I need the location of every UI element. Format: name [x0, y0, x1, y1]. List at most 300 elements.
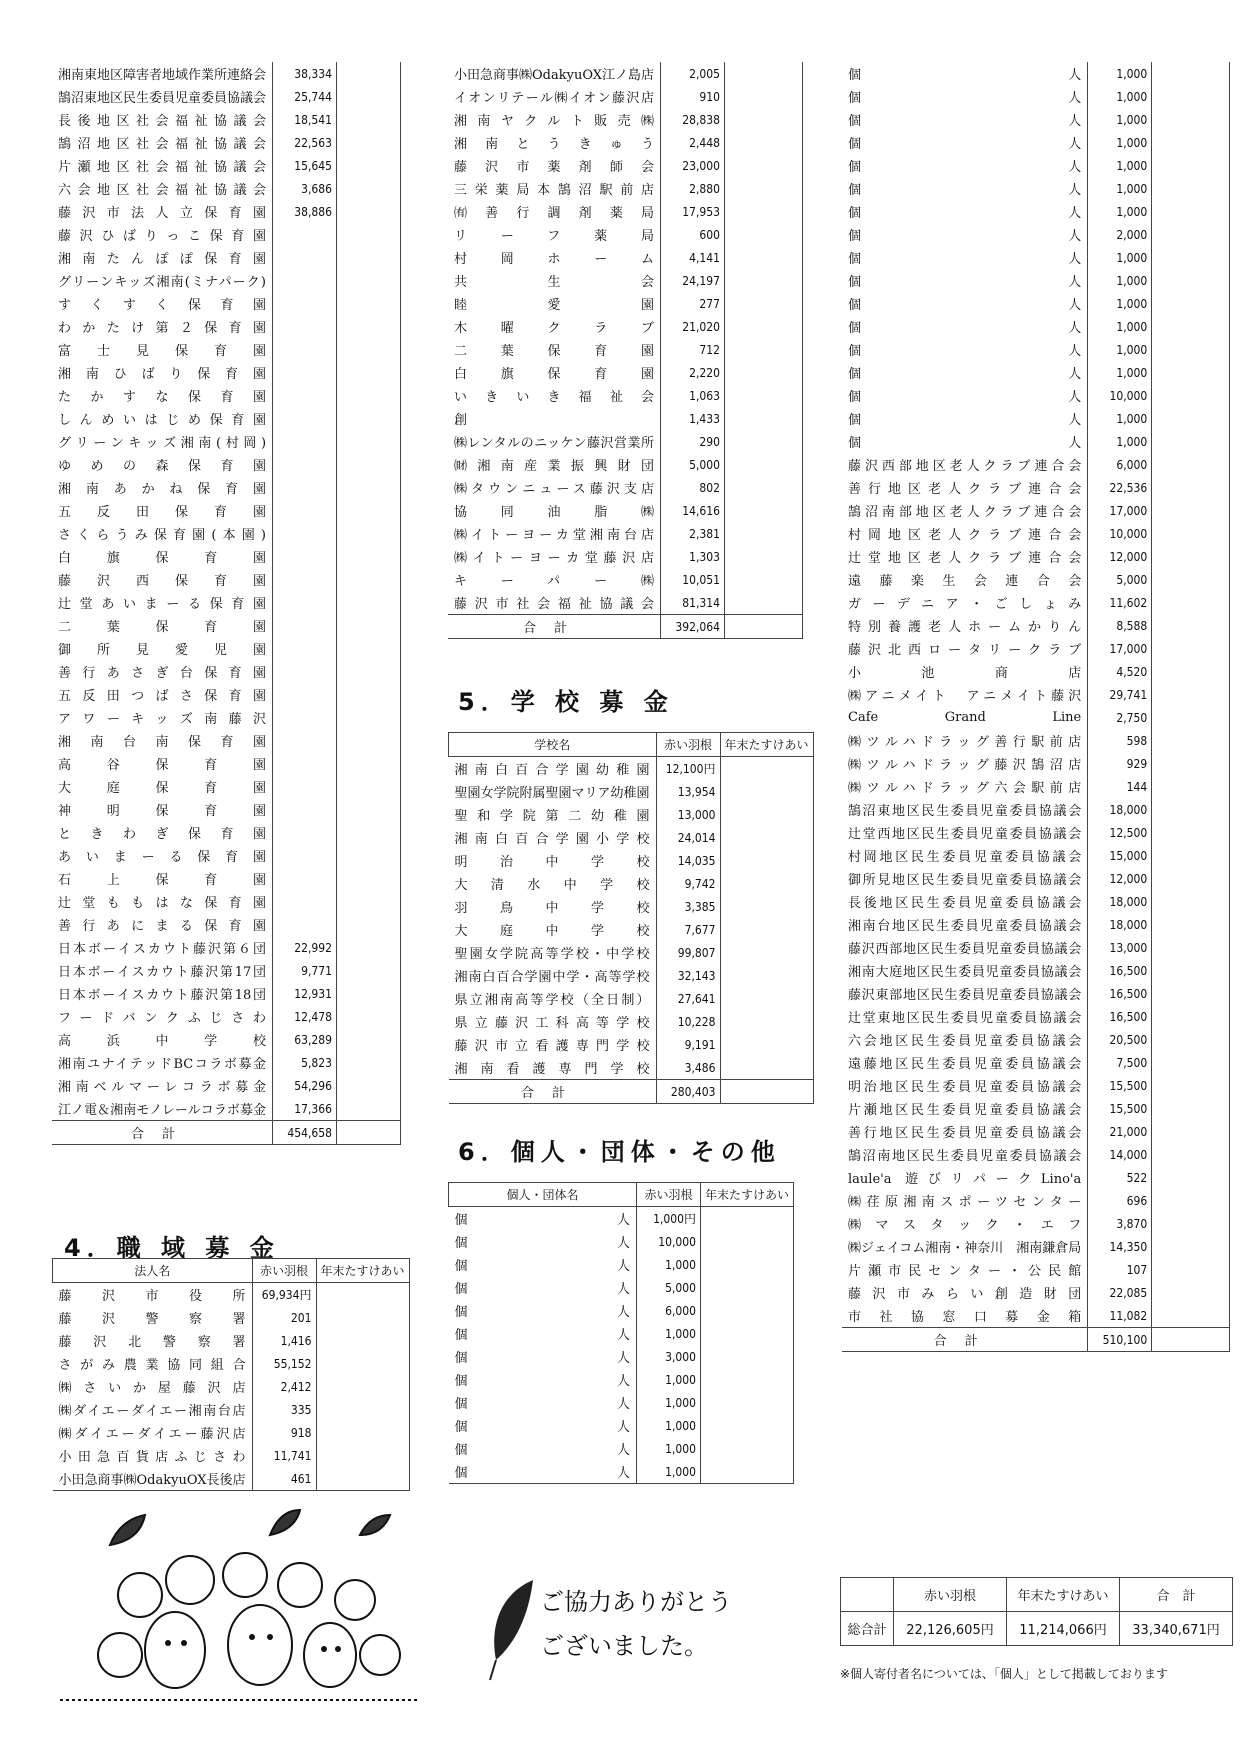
- table-row: [52, 522, 401, 545]
- year-end-amount: [720, 849, 813, 872]
- thanks-message: [540, 1580, 732, 1668]
- donor-name: 辻堂あいまーる保育園: [52, 591, 273, 614]
- year-end-amount: [337, 637, 401, 660]
- donor-name: 湘南東地区障害者地域作業所連絡会: [52, 62, 273, 85]
- donor-name: 湘南ヤクルト販売㈱: [448, 108, 661, 131]
- donor-name: 小田急百貨店ふじさわ: [53, 1444, 253, 1467]
- red-feather-amount: [273, 867, 337, 890]
- table-row: [842, 407, 1230, 430]
- donor-name: 湘南台南保育園: [52, 729, 273, 752]
- table-row: [449, 1299, 794, 1322]
- red-feather-amount: 600: [661, 223, 725, 246]
- donor-name: 個人: [842, 315, 1088, 338]
- red-feather-amount: 21,000: [1088, 1120, 1152, 1143]
- table-row: [842, 798, 1230, 821]
- year-end-amount: [1152, 729, 1230, 752]
- column-header: 赤い羽根: [637, 1183, 701, 1207]
- donor-name: 湘南ひばり保育園: [52, 361, 273, 384]
- red-feather-amount: 18,000: [1088, 798, 1152, 821]
- table-row: [842, 522, 1230, 545]
- table-row: [842, 614, 1230, 637]
- table-row: [52, 108, 401, 131]
- donor-name: 藤沢北警察署: [53, 1329, 253, 1352]
- table-row: [448, 384, 803, 407]
- donor-name: 個人: [449, 1414, 637, 1437]
- donor-name: 石上保育園: [52, 867, 273, 890]
- donor-name: 湘南とうきゅう: [448, 131, 661, 154]
- donor-name: ㈲善行調剤薬局: [448, 200, 661, 223]
- year-end-amount: [725, 200, 803, 223]
- donor-name: 神明保育園: [52, 798, 273, 821]
- red-feather-amount: 10,051: [661, 568, 725, 591]
- year-end-amount: [725, 476, 803, 499]
- year-end-amount: [725, 384, 803, 407]
- red-feather-amount: [273, 499, 337, 522]
- year-end-amount: [720, 803, 813, 826]
- donor-name: たかすな保育園: [52, 384, 273, 407]
- year-end-amount: [337, 1097, 401, 1121]
- donor-name: 個人: [842, 154, 1088, 177]
- total-label: 合計: [449, 1080, 657, 1104]
- total-row: [52, 1121, 401, 1145]
- year-end-amount: [1152, 936, 1230, 959]
- year-end-amount: [337, 752, 401, 775]
- donor-name: 白旗保育園: [448, 361, 661, 384]
- donor-name: ㈱イトーヨーカ堂藤沢店: [448, 545, 661, 568]
- red-feather-amount: [273, 476, 337, 499]
- red-feather-amount: 9,771: [273, 959, 337, 982]
- year-end-amount: [1152, 1120, 1230, 1143]
- donor-name: わかたけ第２保育園: [52, 315, 273, 338]
- red-feather-amount: [273, 706, 337, 729]
- year-end-amount: [337, 338, 401, 361]
- table-row: [842, 1005, 1230, 1028]
- table-row: [448, 407, 803, 430]
- table-row: [449, 803, 814, 826]
- donor-name: 個人: [842, 407, 1088, 430]
- table-row: [449, 1322, 794, 1345]
- table-row: [52, 959, 401, 982]
- donor-name: すくすく保育園: [52, 292, 273, 315]
- year-end-amount: [337, 200, 401, 223]
- table-row: [52, 177, 401, 200]
- red-feather-amount: 17,366: [273, 1097, 337, 1121]
- red-feather-amount: 16,500: [1088, 982, 1152, 1005]
- column-2: [448, 62, 803, 639]
- year-end-amount: [720, 757, 813, 781]
- table-row: [52, 223, 401, 246]
- total-label: 合計: [448, 615, 661, 639]
- red-feather-amount: 10,000: [1088, 522, 1152, 545]
- table-row: [52, 269, 401, 292]
- donor-name: 個人: [842, 62, 1088, 85]
- donor-name: 日本ボーイスカウト藤沢第17団: [52, 959, 273, 982]
- donor-name: 藤沢北西ロータリークラブ: [842, 637, 1088, 660]
- donor-name: 個人: [449, 1230, 637, 1253]
- grand-header-year-end: 年末たすけあい: [1007, 1578, 1120, 1612]
- year-end-amount: [1152, 1304, 1230, 1328]
- year-end-amount: [1152, 200, 1230, 223]
- year-end-amount: [1152, 338, 1230, 361]
- year-end-amount: [337, 706, 401, 729]
- table-row: [842, 200, 1230, 223]
- donor-name: キーパー㈱: [448, 568, 661, 591]
- red-feather-amount: 14,000: [1088, 1143, 1152, 1166]
- donor-name: 個人: [449, 1460, 637, 1484]
- donor-name: 明治中学校: [449, 849, 657, 872]
- red-feather-amount: [273, 637, 337, 660]
- section-4: [52, 1258, 410, 1491]
- donor-name: 鵠沼地区社会福祉協議会: [52, 131, 273, 154]
- grand-value-year-end: 11,214,066円: [1007, 1612, 1120, 1646]
- red-feather-amount: 2,220: [661, 361, 725, 384]
- year-end-amount: [337, 85, 401, 108]
- total-label: 合計: [52, 1121, 273, 1145]
- year-end-amount: [337, 292, 401, 315]
- table-row: [842, 476, 1230, 499]
- table-row: [53, 1467, 410, 1491]
- table-row: [842, 85, 1230, 108]
- donor-name: 藤沢警察署: [53, 1306, 253, 1329]
- donor-name: 大庭中学校: [449, 918, 657, 941]
- table-row: [448, 131, 803, 154]
- donor-name: 鵠沼東地区民生委員児童委員協議会: [842, 798, 1088, 821]
- children-illustration: [60, 1505, 420, 1705]
- year-end-amount: [1152, 798, 1230, 821]
- year-end-amount: [1152, 959, 1230, 982]
- year-end-amount: [337, 890, 401, 913]
- table-row: [52, 1051, 401, 1074]
- donor-name: 湘南看護専門学校: [449, 1056, 657, 1080]
- red-feather-amount: 1,000: [1088, 62, 1152, 85]
- table-row: [842, 1097, 1230, 1120]
- table-row: [449, 1345, 794, 1368]
- red-feather-amount: 11,082: [1088, 1304, 1152, 1328]
- table-row: [448, 522, 803, 545]
- year-end-amount: [701, 1322, 794, 1345]
- year-end-amount: [337, 844, 401, 867]
- donor-name: 五反田保育園: [52, 499, 273, 522]
- table-row: [842, 453, 1230, 476]
- year-end-amount: [337, 959, 401, 982]
- section-6: [448, 1182, 794, 1484]
- red-feather-amount: [273, 545, 337, 568]
- red-feather-amount: 4,141: [661, 246, 725, 269]
- donor-name: 大清水中学校: [449, 872, 657, 895]
- donor-name: 辻堂地区老人クラブ連合会: [842, 545, 1088, 568]
- year-end-amount: [316, 1375, 409, 1398]
- year-end-amount: [1152, 1143, 1230, 1166]
- table-row: [52, 338, 401, 361]
- year-end-amount: [1152, 223, 1230, 246]
- donor-name: 長後地区民生委員児童委員協議会: [842, 890, 1088, 913]
- red-feather-amount: [273, 591, 337, 614]
- table-row: [842, 568, 1230, 591]
- donor-name: 個人: [449, 1437, 637, 1460]
- donor-name: ゆめの森保育園: [52, 453, 273, 476]
- red-feather-amount: 6,000: [637, 1299, 701, 1322]
- table-row: [449, 941, 814, 964]
- donor-name: 江ノ電＆湘南モノレールコラボ募金: [52, 1097, 273, 1121]
- table-row: [448, 177, 803, 200]
- column-header: 年末たすけあい: [720, 733, 813, 757]
- red-feather-amount: 712: [661, 338, 725, 361]
- year-end-amount: [725, 223, 803, 246]
- year-end-amount: [701, 1368, 794, 1391]
- feather-icon: [488, 1575, 538, 1685]
- donor-name: 創: [448, 407, 661, 430]
- section-5: [448, 732, 814, 1104]
- table-row: [449, 964, 814, 987]
- year-end-amount: [337, 1051, 401, 1074]
- donor-name: 辻堂東地区民生委員児童委員協議会: [842, 1005, 1088, 1028]
- donor-name: グリーンキッズ湘南(ミナパーク): [52, 269, 273, 292]
- table-row: [842, 660, 1230, 683]
- red-feather-amount: 1,000: [1088, 292, 1152, 315]
- red-feather-amount: 3,870: [1088, 1212, 1152, 1235]
- table-row: [52, 591, 401, 614]
- year-end-amount: [337, 982, 401, 1005]
- donation-table-2: [448, 62, 803, 639]
- donor-name: リーフ薬局: [448, 223, 661, 246]
- red-feather-amount: [273, 660, 337, 683]
- year-end-amount: [720, 1010, 813, 1033]
- donor-name: 五反田つばさ保育園: [52, 683, 273, 706]
- red-feather-amount: 7,677: [656, 918, 720, 941]
- table-row: [842, 499, 1230, 522]
- table-row: [842, 775, 1230, 798]
- table-row: [52, 315, 401, 338]
- year-end-amount: [1152, 85, 1230, 108]
- table-row: [448, 200, 803, 223]
- table-row: [842, 1166, 1230, 1189]
- table-row: [53, 1398, 410, 1421]
- year-end-amount: [316, 1421, 409, 1444]
- table-row: [842, 637, 1230, 660]
- donor-name: 聖和学院第二幼稚園: [449, 803, 657, 826]
- donor-name: ㈶湘南産業振興財団: [448, 453, 661, 476]
- donor-name: 個人: [449, 1207, 637, 1231]
- year-end-amount: [337, 568, 401, 591]
- table-row: [842, 269, 1230, 292]
- year-end-amount: [1152, 660, 1230, 683]
- donor-name: 長後地区社会福祉協議会: [52, 108, 273, 131]
- donor-name: 高谷保育園: [52, 752, 273, 775]
- column-header: 法人名: [53, 1259, 253, 1283]
- donor-name: 湘南たんぽぽ保育園: [52, 246, 273, 269]
- year-end-amount: [1152, 913, 1230, 936]
- year-end-amount: [1152, 453, 1230, 476]
- donor-name: グリーンキッズ湘南(村岡): [52, 430, 273, 453]
- table-row: [52, 936, 401, 959]
- table-row: [842, 1281, 1230, 1304]
- red-feather-amount: 2,000: [1088, 223, 1152, 246]
- table-row: [448, 315, 803, 338]
- donor-name: laule'a 遊びリパークLino'a: [842, 1166, 1088, 1189]
- donor-name: ㈱さいか屋藤沢店: [53, 1375, 253, 1398]
- red-feather-amount: 1,000: [1088, 269, 1152, 292]
- donor-name: ときわぎ保育園: [52, 821, 273, 844]
- table-row: [449, 849, 814, 872]
- total-row: [449, 1080, 814, 1104]
- donor-name: 個人: [842, 430, 1088, 453]
- table-row: [448, 85, 803, 108]
- donor-name: 協同油脂㈱: [448, 499, 661, 522]
- red-feather-amount: 1,000: [637, 1253, 701, 1276]
- donor-name: 個人: [842, 361, 1088, 384]
- table-row: [449, 1033, 814, 1056]
- table-row: [449, 1437, 794, 1460]
- table-row: [52, 821, 401, 844]
- year-end-amount: [725, 62, 803, 85]
- table-row: [842, 384, 1230, 407]
- year-end-amount: [1152, 476, 1230, 499]
- year-end-amount: [1152, 430, 1230, 453]
- red-feather-amount: 3,486: [656, 1056, 720, 1080]
- table-row: [842, 1304, 1230, 1328]
- table-row: [448, 108, 803, 131]
- donor-name: ㈱ダイエーダイエー湘南台店: [53, 1398, 253, 1421]
- donor-name: 個人: [842, 384, 1088, 407]
- year-end-amount: [337, 522, 401, 545]
- donor-name: 富士見保育園: [52, 338, 273, 361]
- red-feather-amount: 32,143: [656, 964, 720, 987]
- donor-name: 遠藤地区民生委員児童委員協議会: [842, 1051, 1088, 1074]
- year-end-amount: [1152, 108, 1230, 131]
- table-row: [53, 1444, 410, 1467]
- red-feather-amount: 13,000: [1088, 936, 1152, 959]
- table-row: [52, 85, 401, 108]
- year-end-amount: [1152, 1097, 1230, 1120]
- year-end-amount: [701, 1253, 794, 1276]
- red-feather-amount: 14,350: [1088, 1235, 1152, 1258]
- table-row: [449, 1056, 814, 1080]
- year-end-amount: [701, 1460, 794, 1484]
- red-feather-amount: 107: [1088, 1258, 1152, 1281]
- red-feather-amount: 22,536: [1088, 476, 1152, 499]
- red-feather-amount: 1,000: [1088, 200, 1152, 223]
- donor-name: 片瀬地区民生委員児童委員協議会: [842, 1097, 1088, 1120]
- year-end-amount: [1152, 269, 1230, 292]
- red-feather-amount: [273, 430, 337, 453]
- red-feather-amount: 1,063: [661, 384, 725, 407]
- table-row: [52, 292, 401, 315]
- donor-name: 村岡地区老人クラブ連合会: [842, 522, 1088, 545]
- year-end-amount: [1152, 821, 1230, 844]
- year-end-amount: [701, 1230, 794, 1253]
- red-feather-amount: 38,334: [273, 62, 337, 85]
- red-feather-amount: 22,992: [273, 936, 337, 959]
- red-feather-amount: [273, 407, 337, 430]
- year-end-amount: [1152, 246, 1230, 269]
- table-row: [842, 223, 1230, 246]
- year-end-amount: [701, 1437, 794, 1460]
- table-row: [449, 1010, 814, 1033]
- table-row: [842, 1143, 1230, 1166]
- year-end-amount: [725, 361, 803, 384]
- donor-name: 御所見地区民生委員児童委員協議会: [842, 867, 1088, 890]
- table-row: [842, 1120, 1230, 1143]
- red-feather-amount: 696: [1088, 1189, 1152, 1212]
- year-end-amount: [1152, 890, 1230, 913]
- year-end-amount: [337, 315, 401, 338]
- year-end-amount: [1152, 637, 1230, 660]
- donor-name: ㈱荏原湘南スポーツセンター: [842, 1189, 1088, 1212]
- table-row: [449, 780, 814, 803]
- year-end-amount: [725, 269, 803, 292]
- column-3: [842, 62, 1230, 1352]
- red-feather-amount: 28,838: [661, 108, 725, 131]
- red-feather-amount: 10,228: [656, 1010, 720, 1033]
- red-feather-amount: 12,000: [1088, 867, 1152, 890]
- donor-name: 湘南白百合学園中学・高等学校: [449, 964, 657, 987]
- red-feather-amount: 17,953: [661, 200, 725, 223]
- donor-name: 六会地区社会福祉協議会: [52, 177, 273, 200]
- year-end-amount: [701, 1345, 794, 1368]
- donor-name: 湘南白百合学園幼稚園: [449, 757, 657, 781]
- table-row: [842, 936, 1230, 959]
- table-row: [449, 1207, 794, 1231]
- year-end-amount: [720, 964, 813, 987]
- red-feather-amount: 598: [1088, 729, 1152, 752]
- donor-name: 二葉保育園: [52, 614, 273, 637]
- donor-name: 六会地区民生委員児童委員協議会: [842, 1028, 1088, 1051]
- table-row: [842, 545, 1230, 568]
- individual-donation-table: [448, 1182, 794, 1484]
- red-feather-amount: 5,823: [273, 1051, 337, 1074]
- donor-name: 個人: [449, 1253, 637, 1276]
- total-amount: 392,064: [661, 615, 725, 639]
- red-feather-amount: 1,000: [1088, 154, 1152, 177]
- year-end-amount: [1152, 706, 1230, 729]
- red-feather-amount: 1,000: [637, 1391, 701, 1414]
- table-row: [842, 62, 1230, 85]
- red-feather-amount: 1,000: [1088, 338, 1152, 361]
- red-feather-amount: [273, 683, 337, 706]
- year-end-amount: [1152, 62, 1230, 85]
- table-row: [52, 890, 401, 913]
- red-feather-amount: 1,000: [1088, 85, 1152, 108]
- table-row: [449, 1230, 794, 1253]
- year-end-amount: [720, 1033, 813, 1056]
- red-feather-amount: 144: [1088, 775, 1152, 798]
- year-end-amount: [316, 1352, 409, 1375]
- donor-name: 鵠沼東地区民生委員児童委員協議会: [52, 85, 273, 108]
- year-end-amount: [337, 62, 401, 85]
- table-row: [52, 361, 401, 384]
- year-end-total: [720, 1080, 813, 1104]
- donor-name: 個人: [842, 338, 1088, 361]
- year-end-amount: [316, 1306, 409, 1329]
- column-1: [52, 62, 401, 1145]
- section-6-heading: 6．個人・団体・その他: [458, 1138, 781, 1166]
- table-row: [52, 867, 401, 890]
- year-end-amount: [1152, 1005, 1230, 1028]
- table-row: [842, 729, 1230, 752]
- donor-name: あいまーる保育園: [52, 844, 273, 867]
- red-feather-amount: 63,289: [273, 1028, 337, 1051]
- red-feather-amount: 16,500: [1088, 959, 1152, 982]
- grand-header-red-feather: 赤い羽根: [894, 1578, 1007, 1612]
- red-feather-amount: 55,152: [252, 1352, 316, 1375]
- donor-name: 個人: [842, 108, 1088, 131]
- table-row: [52, 660, 401, 683]
- table-row: [449, 1276, 794, 1299]
- red-feather-amount: 15,500: [1088, 1097, 1152, 1120]
- year-end-amount: [337, 775, 401, 798]
- donor-name: 高浜中学校: [52, 1028, 273, 1051]
- red-feather-amount: 1,000: [1088, 246, 1152, 269]
